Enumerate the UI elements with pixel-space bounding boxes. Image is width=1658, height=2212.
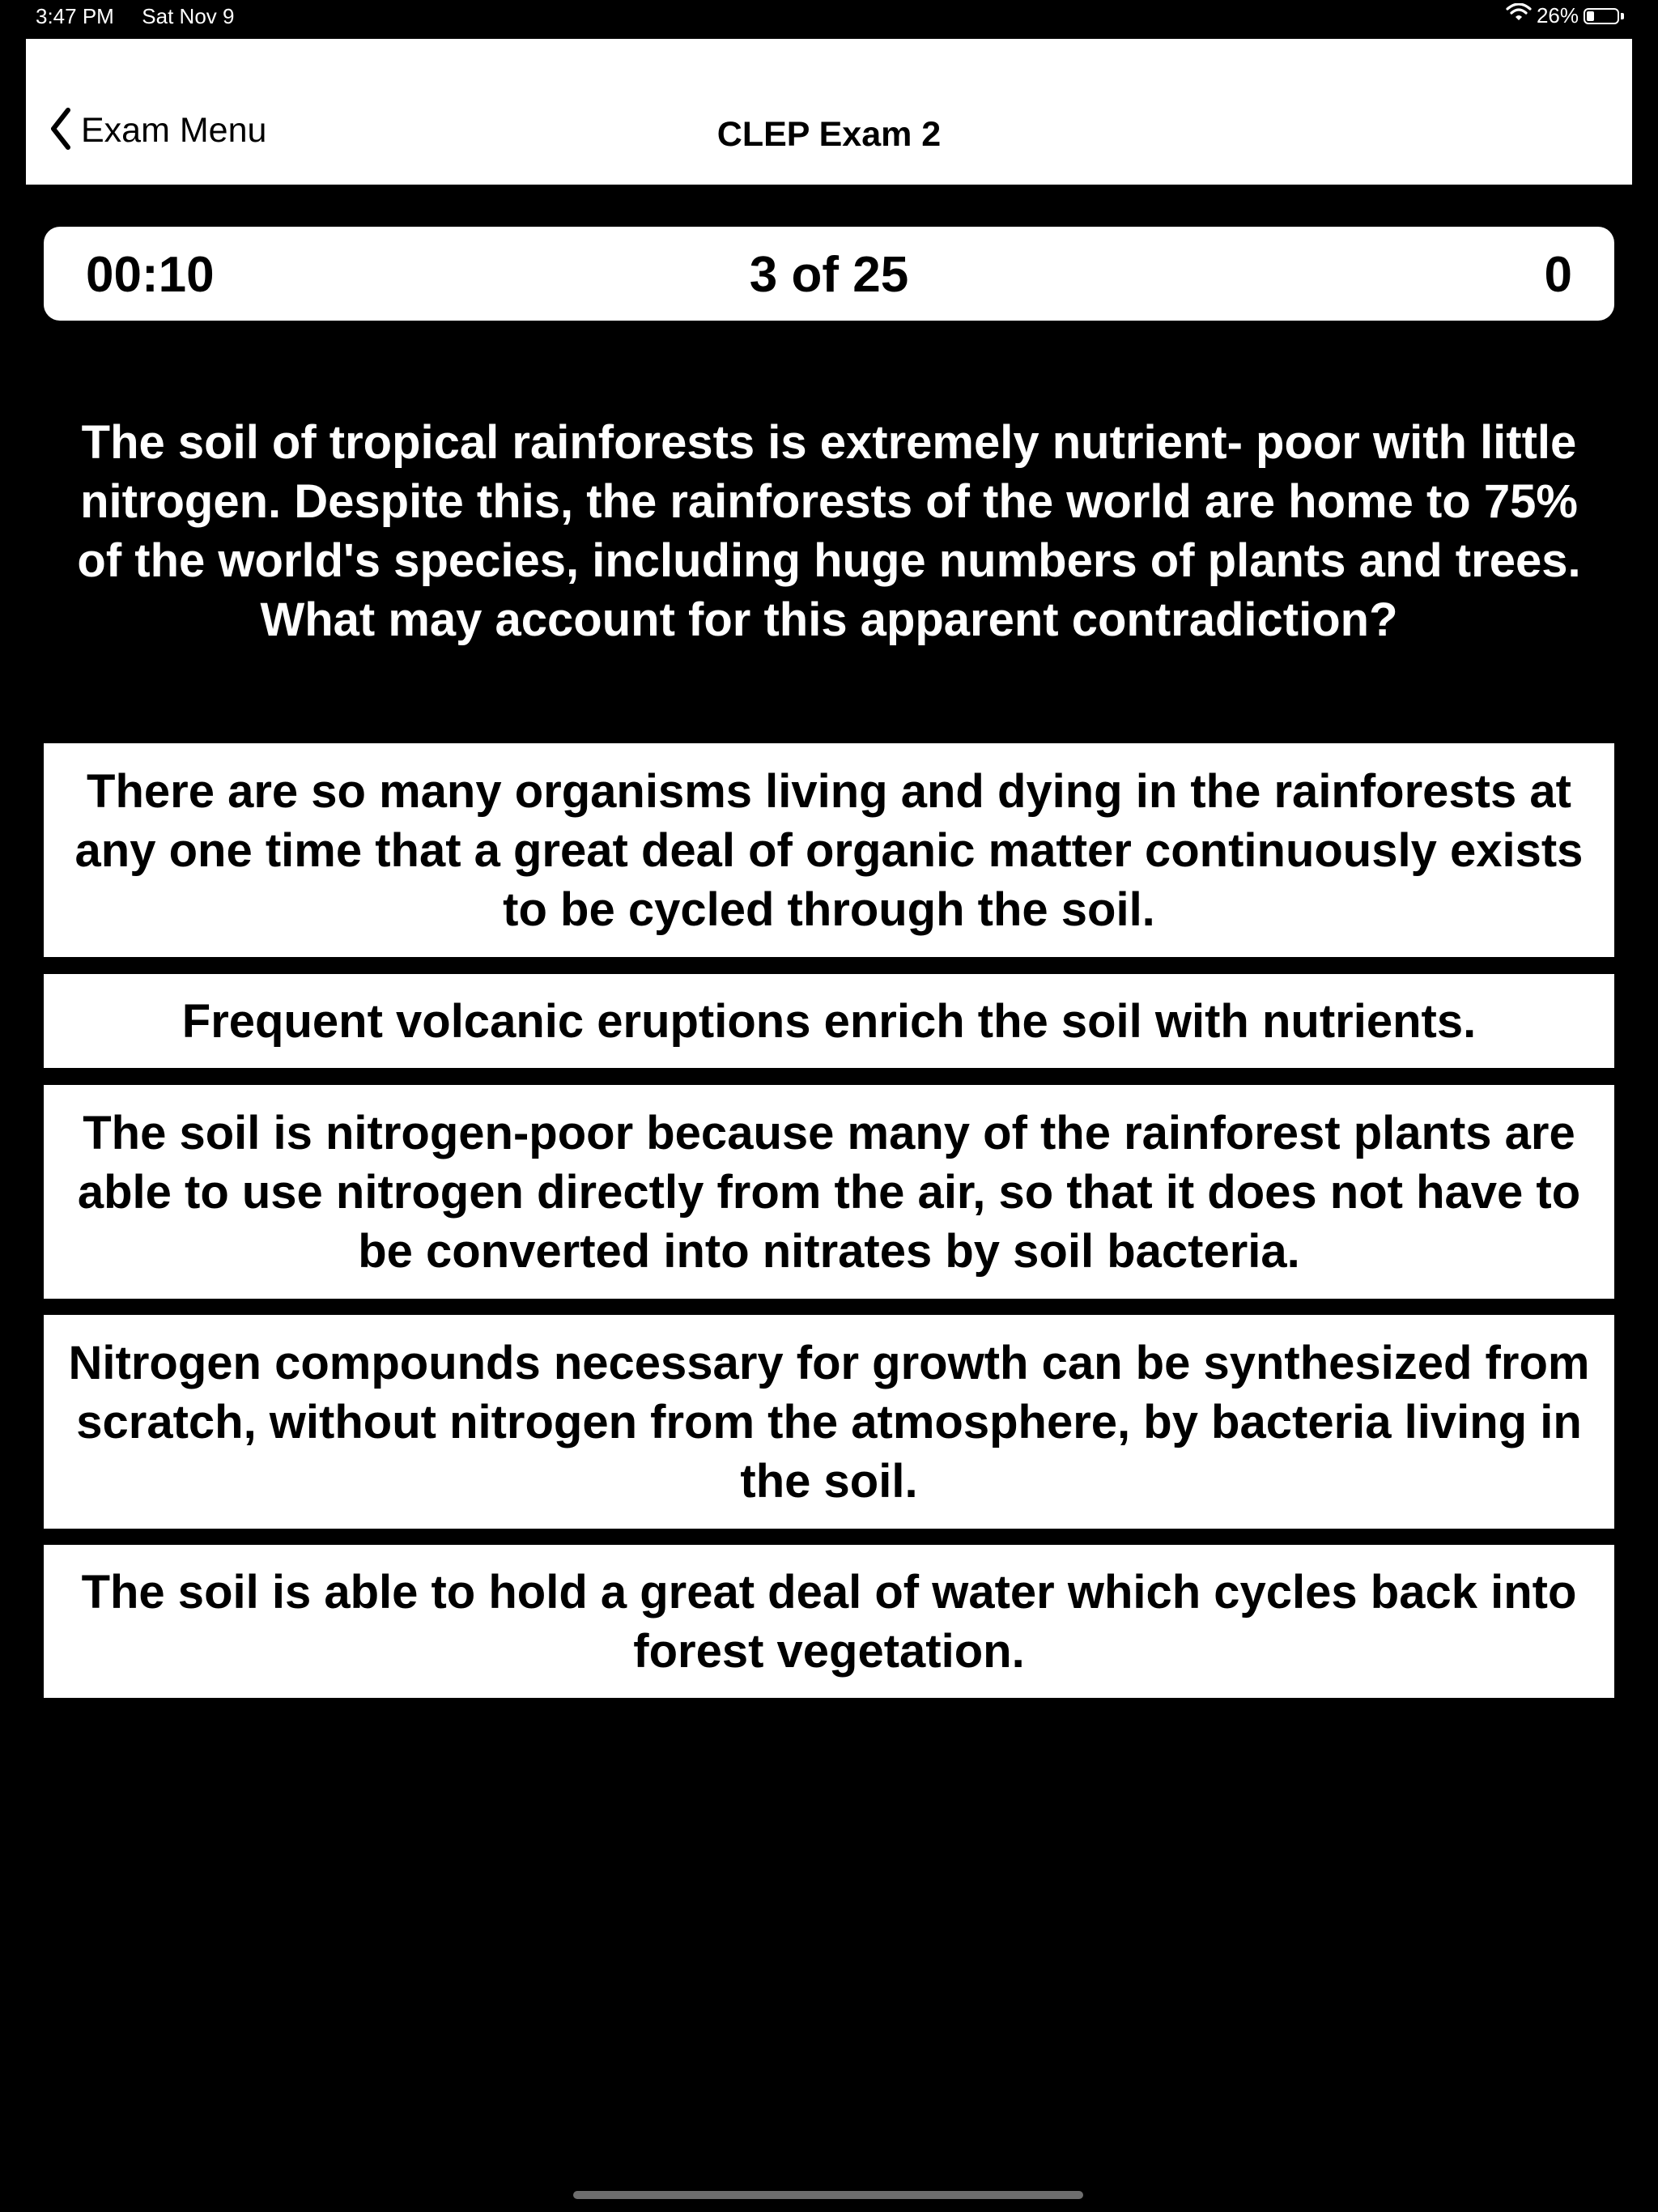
answer-option-4[interactable] (44, 1315, 1614, 1529)
answer-option-label: Frequent volcanic eruptions enrich the soil with nutrients. (181, 994, 1477, 1048)
answer-option-5[interactable] (44, 1545, 1614, 1698)
question-counter: 3 of 25 (749, 247, 909, 303)
answer-option-3[interactable] (44, 1085, 1614, 1299)
battery-cap (1621, 13, 1624, 19)
battery-level-fill (1587, 11, 1594, 21)
answer-option-label: The soil is able to hold a great deal of water which cycles back into forest vegetation. (81, 1565, 1577, 1678)
answer-option-label: There are so many organisms living and dying in the rainforests at any one time that a great deal of organic matter continuously exists to be cycled through the soil. (74, 764, 1584, 936)
answer-option-2[interactable] (44, 974, 1614, 1068)
back-label: Exam Menu (81, 111, 267, 150)
battery-icon (1584, 8, 1619, 24)
navigation-bar (26, 39, 1632, 185)
answer-option-label: Nitrogen compounds necessary for growth can be synthesized from scratch, without nitrogen from the atmosphere, by bacteria living in the soil. (68, 1336, 1590, 1508)
battery-percent: 26% (1536, 3, 1579, 28)
status-date: Sat Nov 9 (142, 4, 235, 28)
wifi-icon (1506, 3, 1532, 28)
page-title: CLEP Exam 2 (716, 115, 942, 154)
answer-option-label: The soil is nitrogen-poor because many of the rainforest plants are able to use nitrogen directly from the air, so that it does not have to be converted into nitrates by soil bacteria. (77, 1106, 1581, 1278)
status-time: 3:47 PM (36, 4, 114, 28)
status-time-date (36, 4, 234, 29)
status-bar (0, 0, 1658, 36)
score: 0 (1544, 247, 1572, 303)
timer: 00:10 (86, 247, 215, 303)
exam-progress-bar (44, 227, 1614, 321)
status-indicators (1506, 3, 1624, 28)
home-indicator[interactable] (573, 2191, 1083, 2199)
question-text: The soil of tropical rainforests is extremely nutrient- poor with little nitrogen. Despite this, the rainforests of the world are home to 75% of the world's species, including huge numbers of plants and trees. What may account for this apparent contradiction? (77, 416, 1581, 646)
answer-option-1[interactable] (44, 743, 1614, 957)
